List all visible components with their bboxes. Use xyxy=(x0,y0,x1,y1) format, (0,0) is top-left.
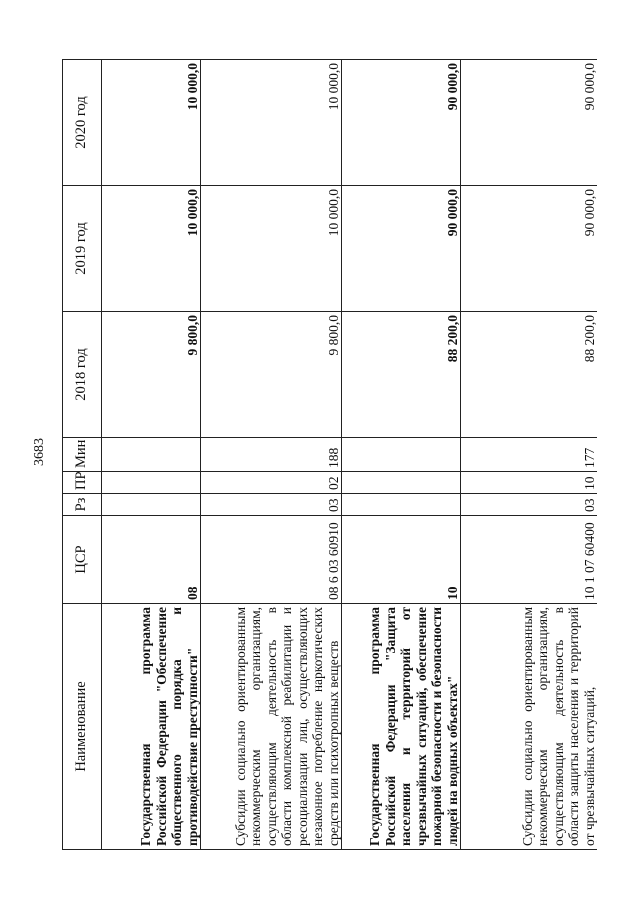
row-pr xyxy=(342,472,461,494)
table-row xyxy=(102,60,201,850)
row-2019: 10 000,0 xyxy=(102,186,201,312)
row-2019: 10 000,0 xyxy=(201,186,342,312)
row-rz xyxy=(102,494,201,516)
row-2019: 90 000,0 xyxy=(342,186,461,312)
table-row xyxy=(342,60,461,850)
row-name: Государственная программа Российской Федерации "Обеспечение общественного порядка и противодействие преступности" xyxy=(102,604,201,850)
row-2020: 90 000,0 xyxy=(461,60,598,186)
header-min: Мин xyxy=(63,438,102,472)
row-pr: 02 xyxy=(201,472,342,494)
page-number-text: 3683 xyxy=(32,438,47,466)
header-pr: ПР xyxy=(63,472,102,494)
row-2020: 10 000,0 xyxy=(201,60,342,186)
row-name: Субсидии социально ориентированным некоммерческим организациям, осуществляющим деятельность в области комплексной реабилитации и ресоциализации лиц, осуществляющих незаконное потребление наркотических средств или психотропных веществ xyxy=(201,604,342,850)
header-2018: 2018 год xyxy=(63,312,102,438)
row-2020: 90 000,0 xyxy=(342,60,461,186)
row-min: 188 xyxy=(201,438,342,472)
header-2020: 2020 год xyxy=(63,60,102,186)
row-2018: 9 800,0 xyxy=(102,312,201,438)
row-name: Государственная программа Российской Федерации "Защита населения и территорий от чрезвычайных ситуаций, обеспечение пожарной безопасности и безопасности людей на водных объектах" xyxy=(342,604,461,850)
row-rz xyxy=(342,494,461,516)
header-row xyxy=(63,60,102,850)
row-pr xyxy=(102,472,201,494)
row-2018: 88 200,0 xyxy=(461,312,598,438)
row-2020: 10 000,0 xyxy=(102,60,201,186)
header-name: Наименование xyxy=(63,604,102,850)
budget-table xyxy=(62,59,597,850)
row-rz: 03 xyxy=(201,494,342,516)
header-rz: Рз xyxy=(63,494,102,516)
row-csr: 08 6 03 60910 xyxy=(201,516,342,604)
row-min xyxy=(342,438,461,472)
row-csr: 10 1 07 60400 xyxy=(461,516,598,604)
rotated-page-content xyxy=(62,60,618,850)
row-rz: 03 xyxy=(461,494,598,516)
header-2019: 2019 год xyxy=(63,186,102,312)
row-2018: 9 800,0 xyxy=(201,312,342,438)
page-number xyxy=(28,440,52,464)
row-csr: 08 xyxy=(102,516,201,604)
header-csr: ЦСР xyxy=(63,516,102,604)
row-2019: 90 000,0 xyxy=(461,186,598,312)
row-name: Субсидии социально ориентированным некоммерческим организациям, осуществляющим деятельность в области защиты населения и территорий от чрезвычайных ситуаций, xyxy=(461,604,598,850)
table-row xyxy=(461,60,598,850)
row-min xyxy=(102,438,201,472)
row-min: 177 xyxy=(461,438,598,472)
row-pr: 10 xyxy=(461,472,598,494)
table-row xyxy=(201,60,342,850)
row-2018: 88 200,0 xyxy=(342,312,461,438)
row-csr: 10 xyxy=(342,516,461,604)
